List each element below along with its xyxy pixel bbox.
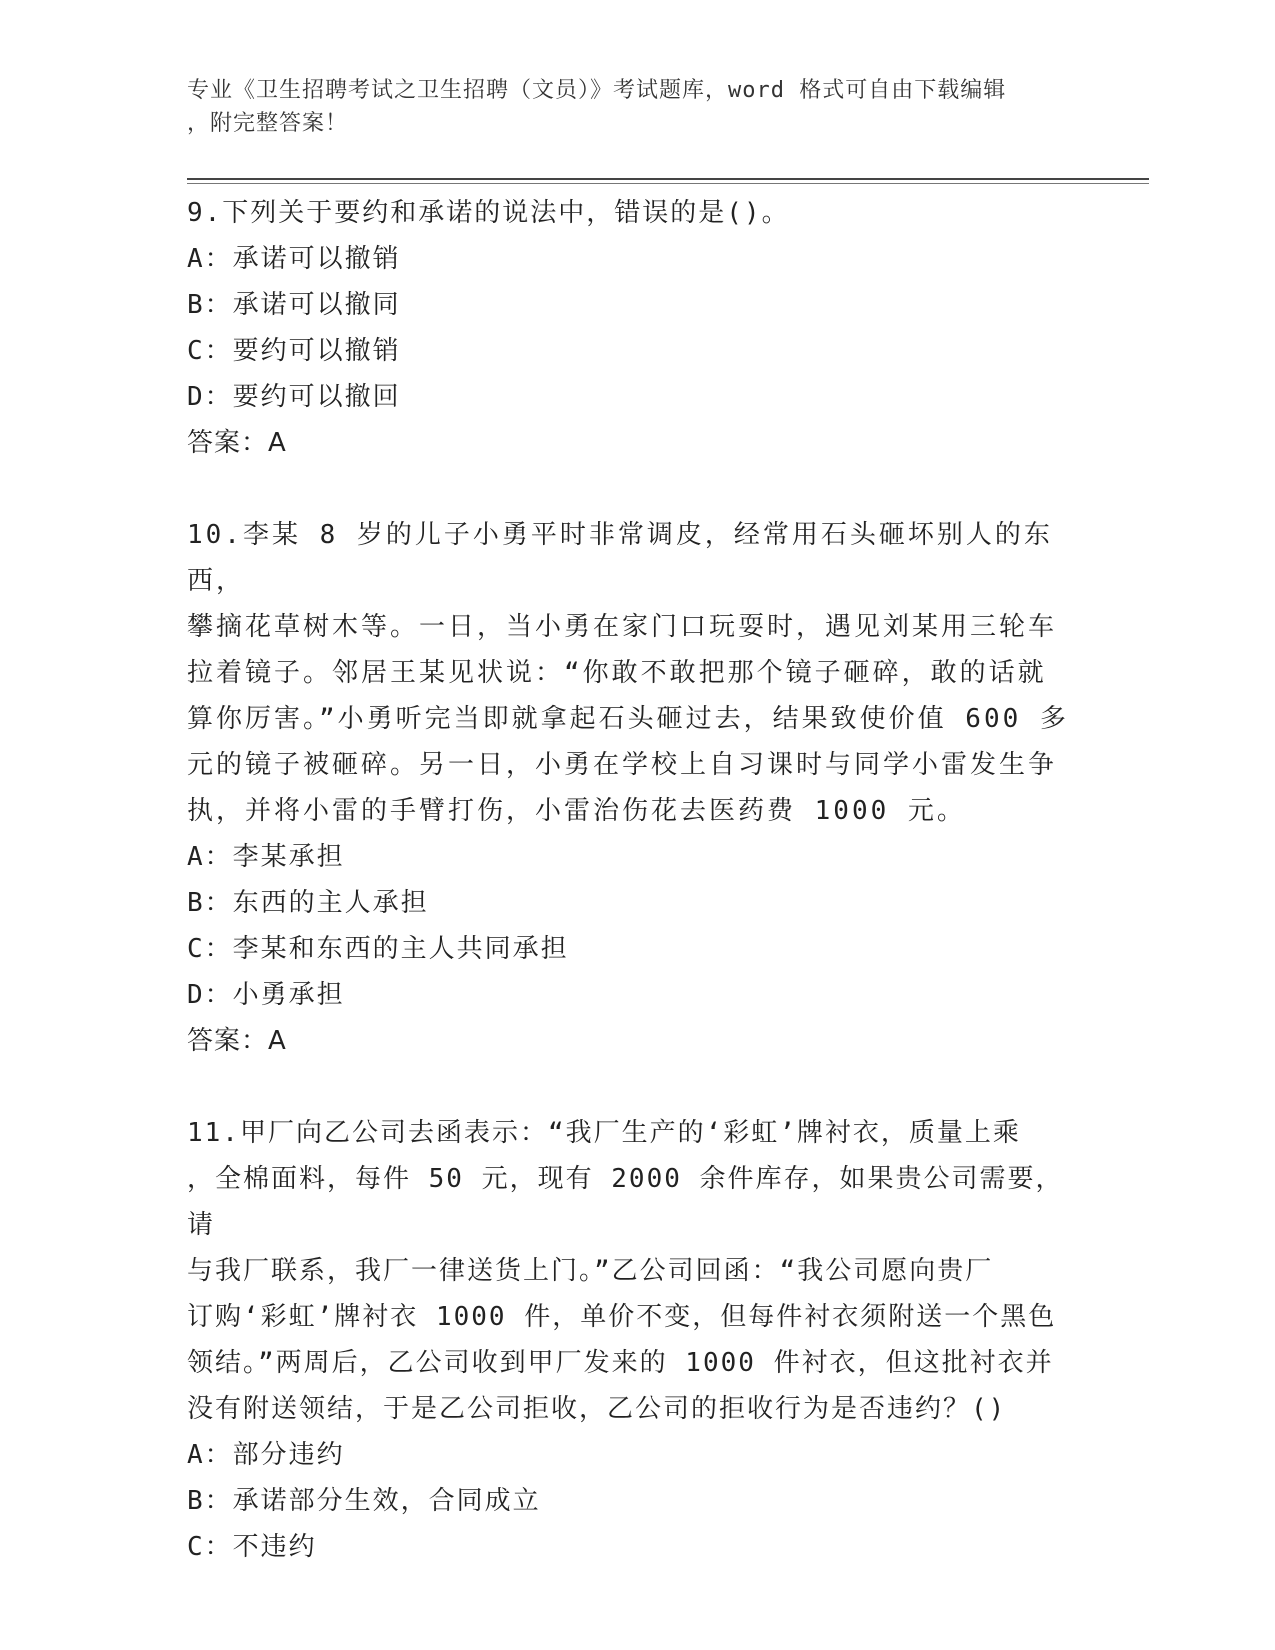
question-stem-line: 9.下列关于要约和承诺的说法中，错误的是()。	[187, 198, 790, 228]
question-9	[187, 190, 1087, 466]
question-stem-line: 与我厂联系，我厂一律送货上门。”乙公司回函：“我公司愿向贵厂	[187, 1256, 994, 1286]
question-stem-line: 算你厉害。”小勇听完当即就拿起石头砸过去，结果致使价值 600 多	[187, 704, 1069, 734]
option-d: D：小勇承担	[187, 980, 345, 1010]
option-a: A：李某承担	[187, 842, 345, 872]
option-c: C：李某和东西的主人共同承担	[187, 934, 569, 964]
question-stem-line: 执，并将小雷的手臂打伤，小雷治伤花去医药费 1000 元。	[187, 796, 966, 826]
question-list	[187, 190, 1087, 1570]
question-stem-line: ，全棉面料，每件 50 元，现有 2000 余件库存，如果贵公司需要，请	[187, 1164, 1064, 1240]
header-line-2: ，附完整答案！	[187, 111, 349, 136]
option-c: C：要约可以撤销	[187, 336, 401, 366]
question-stem-line: 订购‘彩虹’牌衬衣 1000 件，单价不变，但每件衬衣须附送一个黑色	[187, 1302, 1057, 1332]
option-c: C：不违约	[187, 1532, 317, 1562]
answer-line: 答案：A	[187, 1026, 287, 1056]
answer-line: 答案：A	[187, 428, 287, 458]
header-line-1: 专业《卫生招聘考试之卫生招聘（文员）》考试题库，word 格式可自由下载编辑	[187, 78, 1007, 103]
question-10	[187, 512, 1087, 1064]
question-stem-line: 领结。”两周后，乙公司收到甲厂发来的 1000 件衬衣，但这批衬衣并	[187, 1348, 1054, 1378]
option-b: B：承诺可以撤同	[187, 290, 401, 320]
question-11	[187, 1110, 1087, 1570]
question-stem-line: 攀摘花草树木等。一日，当小勇在家门口玩耍时，遇见刘某用三轮车	[187, 612, 1058, 642]
question-stem-line: 元的镜子被砸碎。另一日，小勇在学校上自习课时与同学小雷发生争	[187, 750, 1058, 780]
question-stem-line: 10.李某 8 岁的儿子小勇平时非常调皮，经常用石头砸坏别人的东西，	[187, 520, 1053, 596]
question-stem-line: 11.甲厂向乙公司去函表示：“我厂生产的‘彩虹’牌衬衣，质量上乘	[187, 1118, 1021, 1148]
option-b: B：东西的主人承担	[187, 888, 429, 918]
question-stem-line: 没有附送领结，于是乙公司拒收，乙公司的拒收行为是否违约？()	[187, 1394, 1007, 1424]
document-header	[187, 74, 1087, 140]
header-divider-thin	[187, 183, 1149, 184]
header-divider-thick	[187, 178, 1149, 180]
option-a: A：承诺可以撤销	[187, 244, 401, 274]
option-a: A：部分违约	[187, 1440, 345, 1470]
question-stem-line: 拉着镜子。邻居王某见状说：“你敢不敢把那个镜子砸碎，敢的话就	[187, 658, 1047, 688]
option-b: B：承诺部分生效，合同成立	[187, 1486, 541, 1516]
option-d: D：要约可以撤回	[187, 382, 401, 412]
